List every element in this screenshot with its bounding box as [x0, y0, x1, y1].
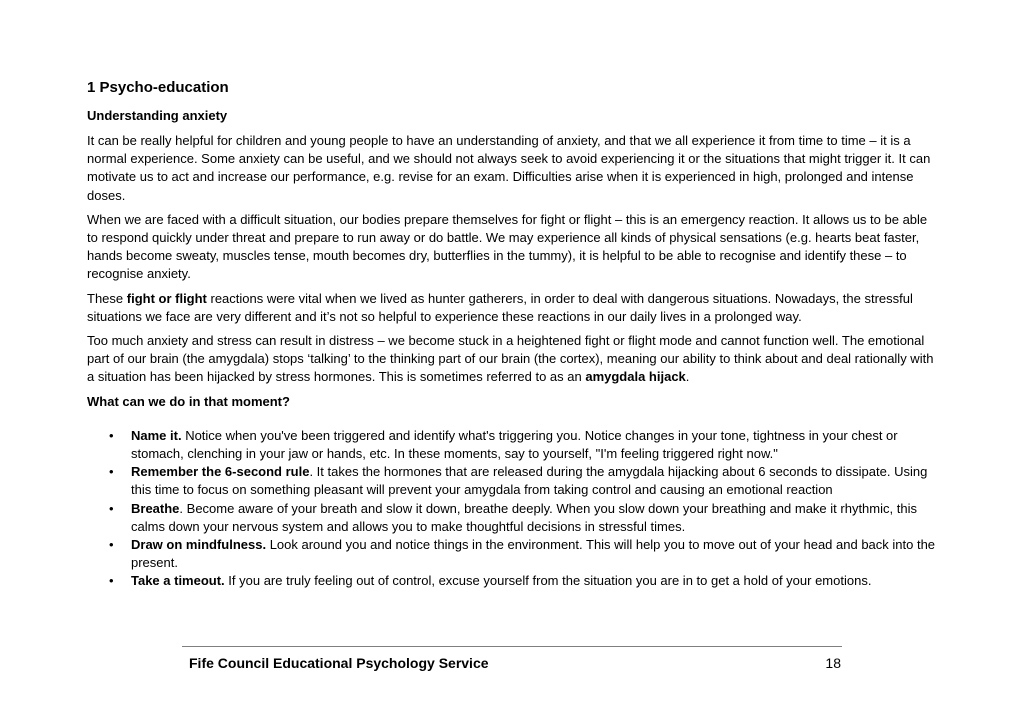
paragraph-text: These: [87, 290, 127, 306]
list-item-text: Look around you and notice things in the environment. This will help you to move out of your head and back into the present.: [131, 537, 936, 571]
emphasis-text: amygdala hijack: [585, 369, 686, 385]
paragraph-fight-or-flight: When we are faced with a difficult situation, our bodies prepare themselves for fight or flight – this is an emergency reaction. It allows us to be able to respond quickly under threat and prepare to run away or do battle. We may experience all kinds of physical sensations (e.g. hearts beat faster, hands become sweaty, muscles tense, mouth becomes dry, butterflies in the tummy), it is helpful to be able to recognise and identify these – to recognise anxiety.: [87, 211, 928, 282]
footer-divider: [182, 646, 842, 647]
emphasis-text: fight or flight: [126, 290, 207, 306]
list-item: [87, 427, 937, 463]
footer-organisation: Fife Council Educational Psychology Service: [189, 655, 489, 671]
bullet-icon: •: [109, 464, 114, 480]
list-item: [87, 463, 937, 499]
page-content: [87, 78, 937, 591]
paragraph-intro: It can be really helpful for children and young people to have an understanding of anxiety, and that we all experience it from time to time – it is a normal experience. Some anxiety can be useful, and we should not always seek to avoid experiencing it or the situations that might trigger it. It can motivate us to act and increase our performance, e.g. revise for an exam. Difficulties arise when it is experienced in high, prolonged and intense doses.: [87, 133, 931, 203]
list-item: [87, 572, 937, 590]
list-item: [87, 536, 937, 572]
page-number: 18: [825, 655, 841, 671]
list-item-text: . It takes the hormones that are released during the amygdala hijacking about 6 seconds to dissipate. Using this time to focus on something pleasant will prevent your amygdala from taking control and causing an emotional reaction: [131, 464, 928, 498]
bullet-icon: •: [109, 537, 114, 553]
list-item-title: Take a timeout.: [131, 573, 225, 589]
list-item-title: Remember the 6-second rule: [131, 464, 310, 480]
paragraph-text: .: [685, 369, 690, 385]
subheading: Understanding anxiety: [87, 108, 228, 123]
list-item-title: Name it.: [131, 427, 182, 443]
paragraph-amygdala: [87, 332, 937, 387]
list-item-title: Draw on mindfulness.: [131, 537, 267, 553]
bullet-icon: •: [109, 427, 114, 443]
bullet-icon: •: [109, 573, 114, 589]
strategy-list: [87, 427, 937, 591]
question-heading: What can we do in that moment?: [87, 393, 290, 409]
list-item-text: . Become aware of your breath and slow it down, breathe deeply. When you slow down your breathing and make it rhythmic, this calms down your nervous system and allows you to make thoughtful decisions in stressful times.: [131, 500, 917, 534]
bullet-icon: •: [109, 500, 114, 516]
section-title: 1 Psycho-education: [87, 79, 229, 96]
list-item-text: Notice when you've been triggered and identify what's triggering you. Notice changes in your tone, tightness in your chest or stomach, clenching in your jaw or hands, etc. In these moments, say to yourself, "I'm feeling triggered right now.": [131, 427, 898, 462]
list-item: [87, 500, 937, 536]
paragraph-text: reactions were vital when we lived as hunter gatherers, in order to deal with dangerous situations. Nowadays, the stressful situations we face are very different and it’s not so helpful to experience these reactions in our daily lives in a prolonged way.: [87, 290, 913, 324]
paragraph-text: Too much anxiety and stress can result in distress – we become stuck in a heightened fight or flight mode and cannot function well. The emotional part of our brain (the amygdala) stops ‘talking’ to the thinking part of our brain (the cortex), meaning our ability to think about and deal rationally with a situation has been hijacked by stress hormones. This is sometimes referred to as an: [87, 333, 934, 385]
list-item-title: Breathe: [131, 500, 180, 516]
list-item-text: If you are truly feeling out of control, excuse yourself from the situation you are in to get a hold of your emotions.: [224, 573, 872, 589]
paragraph-hunter-gatherers: [87, 290, 937, 326]
